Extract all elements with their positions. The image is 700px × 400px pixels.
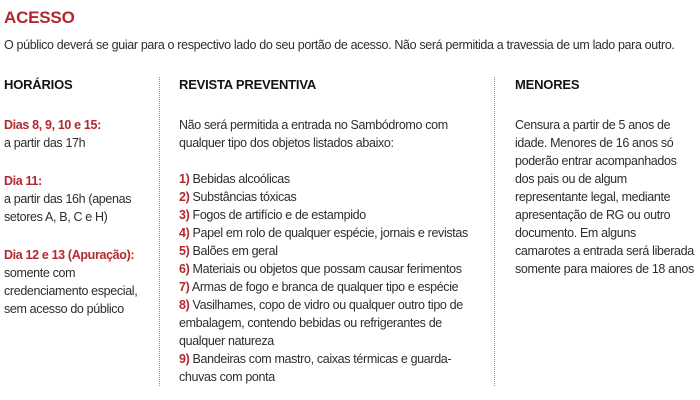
item-text: Bandeiras com mastro, caixas térmicas e guarda-chuvas com ponta xyxy=(179,352,452,384)
column-header-menores: MENORES xyxy=(515,77,580,92)
column-horarios xyxy=(4,77,159,386)
column-header-revista: REVISTA PREVENTIVA xyxy=(179,77,317,92)
item-text: Balões em geral xyxy=(192,244,278,258)
prohibited-item xyxy=(179,296,486,350)
revista-intro-text: Não será permitida a entrada no Sambódromo com qualquer tipo dos objetos listados abaixo: xyxy=(179,118,448,150)
schedule-group xyxy=(4,246,153,318)
schedule-group xyxy=(4,172,153,226)
item-text: Bebidas alcoólicas xyxy=(192,172,290,186)
intro-text: O público deverá se guiar para o respectivo lado do seu portão de acesso. Não será permitida a travessia de um lado para outro. xyxy=(4,38,675,52)
item-text: Papel em rolo de qualquer espécie, jornais e revistas xyxy=(192,226,468,240)
prohibited-item xyxy=(179,350,486,386)
item-text: Materiais ou objetos que possam causar ferimentos xyxy=(192,262,462,276)
menores-text: Censura a partir de 5 anos de idade. Menores de 16 anos só poderão entrar acompanhados dos pais ou de algum representante legal, mediante apresentação de RG ou outro documento. Em alguns camarotes a entrada será liberada somente para maiores de 18 anos xyxy=(515,118,694,276)
prohibited-item xyxy=(179,206,486,224)
prohibited-item xyxy=(179,260,486,278)
item-text: Substâncias tóxicas xyxy=(192,190,297,204)
prohibited-item xyxy=(179,278,486,296)
schedule-days-label: Dia 11: xyxy=(4,174,42,188)
item-number: 6) xyxy=(179,262,190,276)
prohibited-item xyxy=(179,188,486,206)
item-number: 4) xyxy=(179,226,190,240)
page-title: ACESSO xyxy=(4,8,75,27)
columns-container xyxy=(4,77,696,386)
item-number: 5) xyxy=(179,244,190,258)
item-number: 9) xyxy=(179,352,190,366)
schedule-days-label: Dias 8, 9, 10 e 15: xyxy=(4,118,101,132)
column-revista xyxy=(160,77,494,386)
item-text: Vasilhames, copo de vidro ou qualquer outro tipo de embalagem, contendo bebidas ou refrigerantes de qualquer natureza xyxy=(179,298,463,348)
item-text: Fogos de artifício e de estampido xyxy=(192,208,366,222)
item-text: Armas de fogo e branca de qualquer tipo e espécie xyxy=(191,280,459,294)
prohibited-item xyxy=(179,170,486,188)
schedule-group xyxy=(4,116,153,152)
column-menores xyxy=(495,77,696,386)
column-header-horarios: HORÁRIOS xyxy=(4,77,73,92)
item-number: 3) xyxy=(179,208,190,222)
schedule-days-text: a partir das 16h (apenas setores A, B, C e H) xyxy=(4,192,132,224)
schedule-days-label: Dia 12 e 13 (Apuração): xyxy=(4,248,135,262)
prohibited-item xyxy=(179,224,486,242)
item-number: 1) xyxy=(179,172,190,186)
prohibited-item xyxy=(179,242,486,260)
item-number: 7) xyxy=(179,280,190,294)
schedule-days-text: a partir das 17h xyxy=(4,136,86,150)
item-number: 8) xyxy=(179,298,190,312)
item-number: 2) xyxy=(179,190,190,204)
schedule-days-text: somente com credenciamento especial, sem acesso do público xyxy=(4,266,138,316)
